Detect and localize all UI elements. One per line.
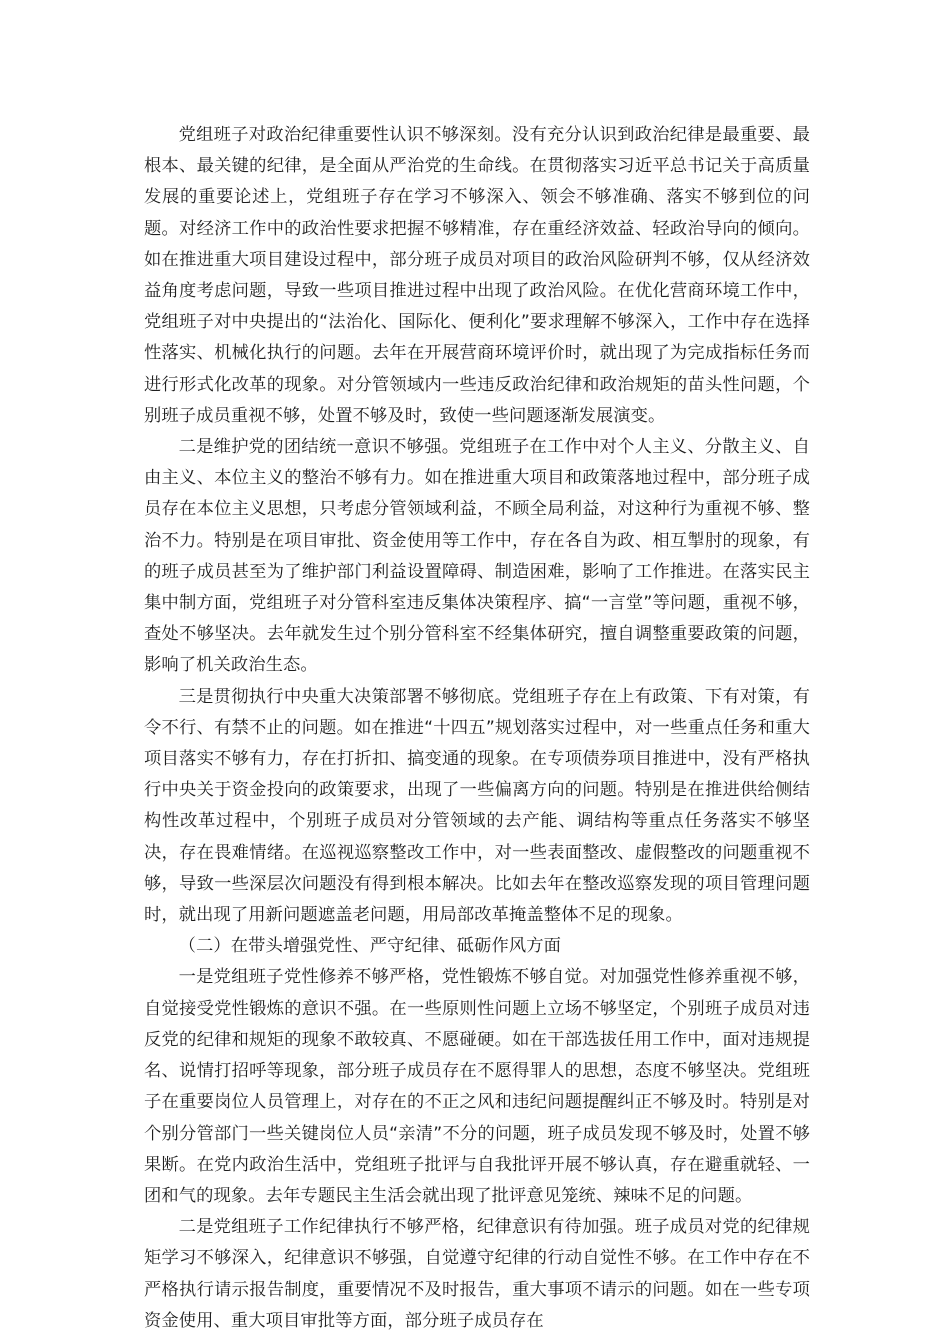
document-page (144, 120, 810, 1337)
paragraph-political-discipline: 党组班子对政治纪律重要性认识不够深刻。没有充分认识到政治纪律是最重要、最根本、最关键的纪律，是全面从严治党的生命线。在贯彻落实习近平总书记关于高质量发展的重要论述上，党组班子存在学习不够深入、领会不够准确、落实不够到位的问题。对经济工作中的政治性要求把握不够精准，存在重经济效益、轻政治导向的倾向。如在推进重大项目建设过程中，部分班子成员对项目的政治风险研判不够，仅从经济效益角度考虑问题，导致一些项目推进过程中出现了政治风险。在优化营商环境工作中，党组班子对中央提出的“法治化、国际化、便利化”要求理解不够深入，工作中存在选择性落实、机械化执行的问题。去年在开展营商环境评价时，就出现了为完成指标任务而进行形式化改革的现象。对分管领域内一些违反政治纪律和政治规矩的苗头性问题，个别班子成员重视不够，处置不够及时，致使一些问题逐渐发展演变。 (144, 125, 810, 426)
section-heading: （二）在带头增强党性、严守纪律、砥砺作风方面 (178, 936, 561, 957)
paragraph-central-decisions: 三是贯彻执行中央重大决策部署不够彻底。党组班子存在上有政策、下有对策，有令不行、有禁不止的问题。如在推进“十四五”规划落实过程中，对一些重点任务和重大项目落实不够有力，存在打折扣、搞变通的现象。在专项债券项目推进中，没有严格执行中央关于资金投向的政策要求，出现了一些偏离方向的问题。特别是在推进供给侧结构性改革过程中，个别班子成员对分管领域的去产能、调结构等重点任务落实不够坚决，存在畏难情绪。在巡视巡察整改工作中，对一些表面整改、虚假整改的问题重视不够，导致一些深层次问题没有得到根本解决。比如去年在整改巡察发现的项目管理问题时，就出现了用新问题遮盖老问题，用局部改革掩盖整体不足的现象。 (144, 686, 810, 926)
paragraph-work-discipline: 二是党组班子工作纪律执行不够严格，纪律意识有待加强。班子成员对党的纪律规矩学习不够深入，纪律意识不够强，自觉遵守纪律的行动自觉性不够。在工作中存在不严格执行请示报告制度，重要情况不及时报告，重大事项不请示的问题。如在一些专项资金使用、重大项目审批等方面，部分班子成员存在 (144, 1217, 810, 1331)
paragraph-party-spirit: 一是党组班子党性修养不够严格，党性锻炼不够自觉。对加强党性修养重视不够，自觉接受党性锻炼的意识不强。在一些原则性问题上立场不够坚定，个别班子成员对违反党的纪律和规矩的现象不敢较真、不愿碰硬。如在干部选拔任用工作中，面对违规提名、说情打招呼等现象，部分班子成员存在不愿得罪人的思想，态度不够坚决。党组班子在重要岗位人员管理上，对存在的不正之风和违纪问题提醒纠正不够及时。特别是对个别分管部门一些关键岗位人员“亲清”不分的问题，班子成员发现不够及时，处置不够果断。在党内政治生活中，党组班子批评与自我批评开展不够认真，存在避重就轻、一团和气的现象。去年专题民主生活会就出现了批评意见笼统、辣味不足的问题。 (144, 967, 810, 1206)
paragraph-party-unity: 二是维护党的团结统一意识不够强。党组班子在工作中对个人主义、分散主义、自由主义、本位主义的整治不够有力。如在推进重大项目和政策落地过程中，部分班子成员存在本位主义思想，只考虑分管领域利益，不顾全局利益，对这种行为重视不够、整治不力。特别是在项目审批、资金使用等工作中，存在各自为政、相互掣肘的现象，有的班子成员甚至为了维护部门利益设置障碍、制造困难，影响了工作推进。在落实民主集中制方面，党组班子对分管科室违反集体决策程序、搞“一言堂”等问题，重视不够，查处不够坚决。去年就发生过个别分管科室不经集体研究，擅自调整重要政策的问题，影响了机关政治生态。 (144, 437, 810, 676)
